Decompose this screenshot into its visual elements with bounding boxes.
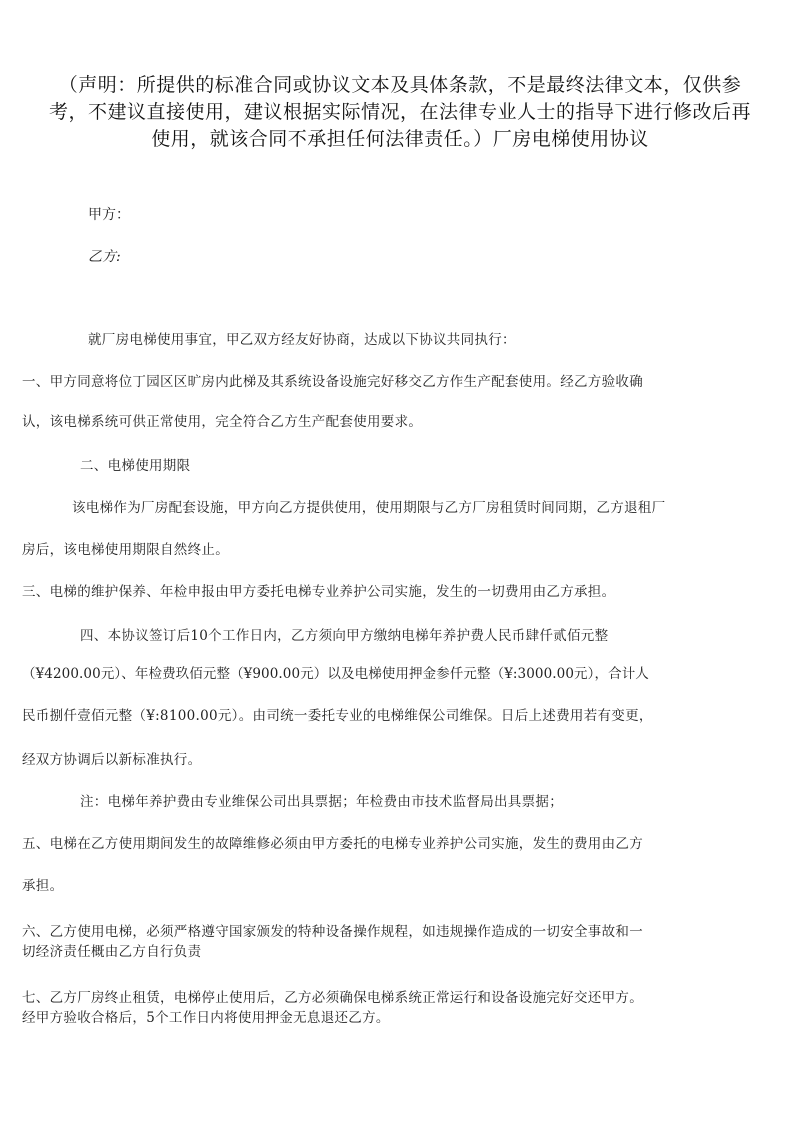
clause-1-line-2: 认，该电梯系统可供正常使用，完全符合乙方生产配套使用要求。 (22, 414, 423, 430)
clause-4-line-2: （¥4200.00元）、年检费玖佰元整（¥900.00元）以及电梯使用押金参仟元整（¥:3000.00元），合计人 (22, 666, 649, 682)
document-title: （声明：所提供的标准合同或协议文本及具体条款，不是最终法律文本，仅供参考，不建议直接使用，建议根据实际情况，在法律专业人士的指导下进行修改后再使用，就该合同不承担任何法律责任。）厂房电梯使用协议 (48, 74, 751, 150)
clause-1-line-1: 一、甲方同意将位丁园区区旷房内此梯及其系统设备设施完好移交乙方作生产配套使用。经乙方验收确 (22, 374, 643, 390)
note-paragraph: 注：电梯年养护费由专业维保公司出具票据；年检费由市技术监督局出具票据； (80, 794, 563, 810)
clause-3: 三、电梯的维护保养、年检申报由甲方委托电梯专业养护公司实施，发生的一切费用由乙方承担。 (22, 584, 616, 600)
clause-2-line-1: 该电梯作为厂房配套设施，甲方向乙方提供使用，使用期限与乙方厂房租赁时间同期，乙方退租厂 (72, 500, 666, 516)
party-b-label: 乙方: (88, 249, 121, 265)
clause-6-line-1: 六、乙方使用电梯，必须严格遵守国家颁发的特种设备操作规程，如违规操作造成的一切安全事故和一 (22, 924, 643, 940)
clause-4-line-4: 经双方协调后以新标准执行。 (22, 752, 202, 768)
clause-7-line-2: 经甲方验收合格后，5个工作日内将使用押金无息退还乙方。 (22, 1010, 390, 1026)
clause-2-line-2: 房后，该电梯使用期限自然终止。 (22, 542, 229, 558)
clause-2-heading: 二、电梯使用期限 (80, 458, 191, 474)
party-a-label: 甲方： (88, 207, 130, 223)
clause-5-line-1: 五、电梯在乙方使用期间发生的故障维修必须由甲方委托的电梯专业养护公司实施，发生的费用由乙方 (22, 836, 643, 852)
clause-5-line-2: 承担。 (22, 878, 64, 894)
clause-4-line-3: 民币捌仟壹佰元整（¥:8100.00元）。由司统一委托专业的电梯维保公司维保。日后上述费用若有变更， (22, 708, 653, 724)
intro-paragraph: 就厂房电梯使用事宜，甲乙双方经友好协商，达成以下协议共同执行： (88, 332, 516, 348)
clause-6-line-2: 切经济责任概由乙方自行负责 (22, 944, 202, 960)
clause-7-line-1: 七、乙方厂房终止租赁，电梯停止使用后，乙方必须确保电梯系统正常运行和设备设施完好交还甲方。 (22, 990, 643, 1006)
clause-4-line-1: 四、本协议签订后10个工作日内，乙方须向甲方缴纳电梯年养护费人民币肆仟贰佰元整 (80, 628, 609, 644)
